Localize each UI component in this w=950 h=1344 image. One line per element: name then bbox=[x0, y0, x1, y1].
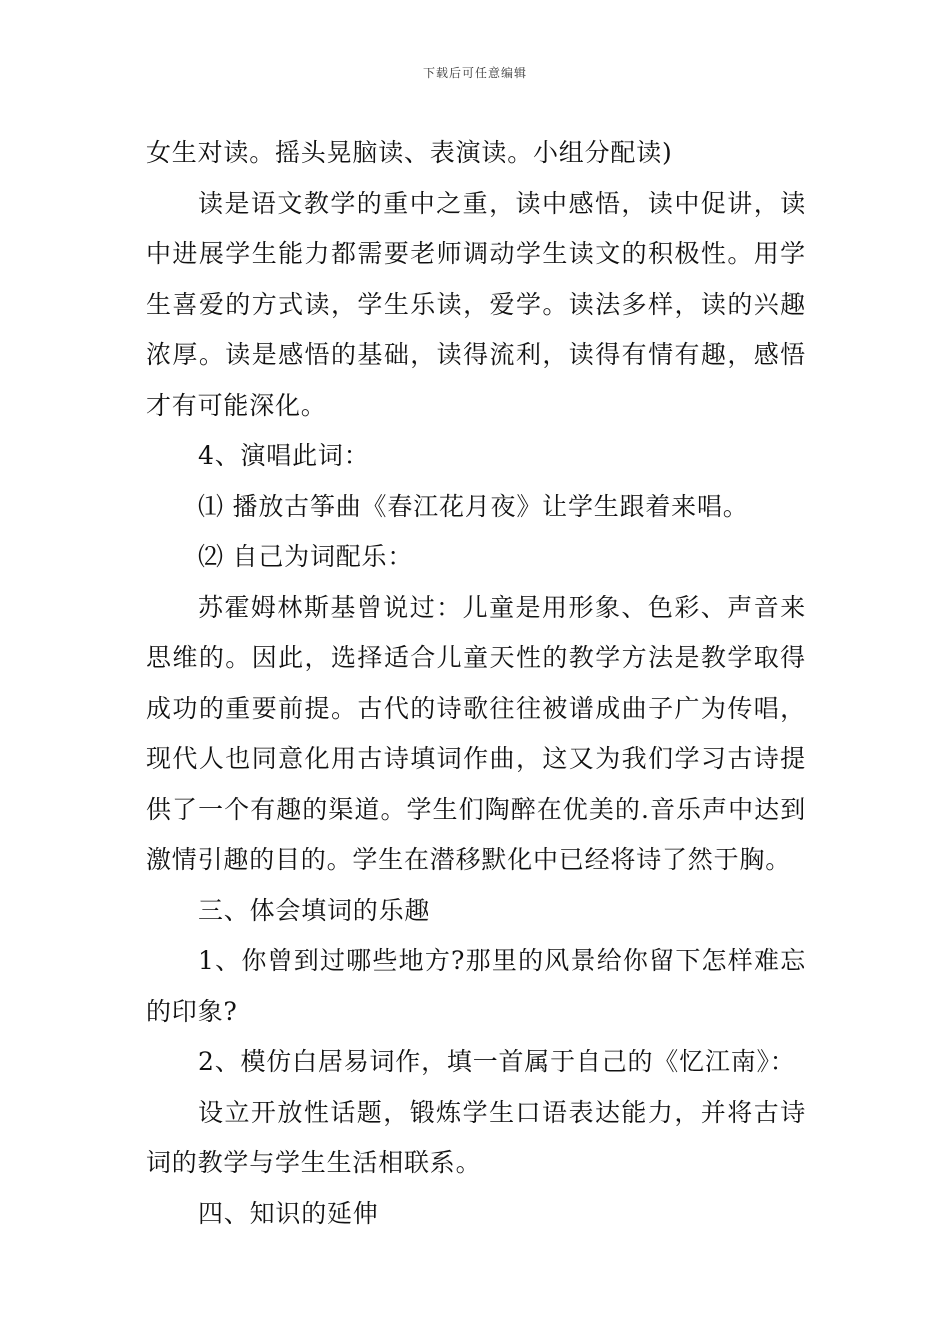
paragraph-sing-heading: 4、演唱此词： bbox=[198, 441, 370, 470]
page-header-note: 下载后可任意编辑 bbox=[422, 66, 527, 80]
document-body bbox=[146, 128, 806, 1239]
paragraph-question-one: 1、你曾到过哪些地方?那里的风景给你留下怎样难忘的印象? bbox=[146, 946, 806, 1026]
paragraph-play-music: ⑴ 播放古筝曲《春江花月夜》让学生跟着来唱。 bbox=[198, 491, 749, 521]
paragraph-continuation: 女生对读。摇头晃脑读、表演读。小组分配读) bbox=[146, 138, 673, 167]
section-heading-four: 四、知识的延伸 bbox=[198, 1198, 379, 1228]
paragraph-reading-importance: 读是语文教学的重中之重，读中感悟，读中促讲，读中进展学生能力都需要老师调动学生读文的积极性。用学生喜爱的方式读，学生乐读，爱学。读法多样，读的兴趣浓厚。读是感悟的基础，读得流利，读得有情有趣，感悟才有可能深化。 bbox=[146, 188, 806, 420]
paragraph-compose-music: ⑵ 自己为词配乐： bbox=[198, 542, 414, 571]
section-heading-three: 三、体会填词的乐趣 bbox=[198, 895, 431, 925]
paragraph-question-two: 2、模仿白居易词作，填一首属于自己的《忆江南》： bbox=[198, 1047, 796, 1076]
paragraph-open-topic: 设立开放性话题，锻炼学生口语表达能力，并将古诗词的教学与学生生活相联系。 bbox=[146, 1097, 806, 1177]
paragraph-sukhomlinsky: 苏霍姆林斯基曾说过：儿童是用形象、色彩、声音来思维的。因此，选择适合儿童天性的教学方法是教学取得成功的重要前提。古代的诗歌往往被谱成曲子广为传唱，现代人也同意化用古诗填词作曲，这又为我们学习古诗提供了一个有趣的渠道。学生们陶醉在优美的.音乐声中达到激情引趣的目的。学生在潜移默化中已经将诗了然于胸。 bbox=[146, 592, 806, 874]
